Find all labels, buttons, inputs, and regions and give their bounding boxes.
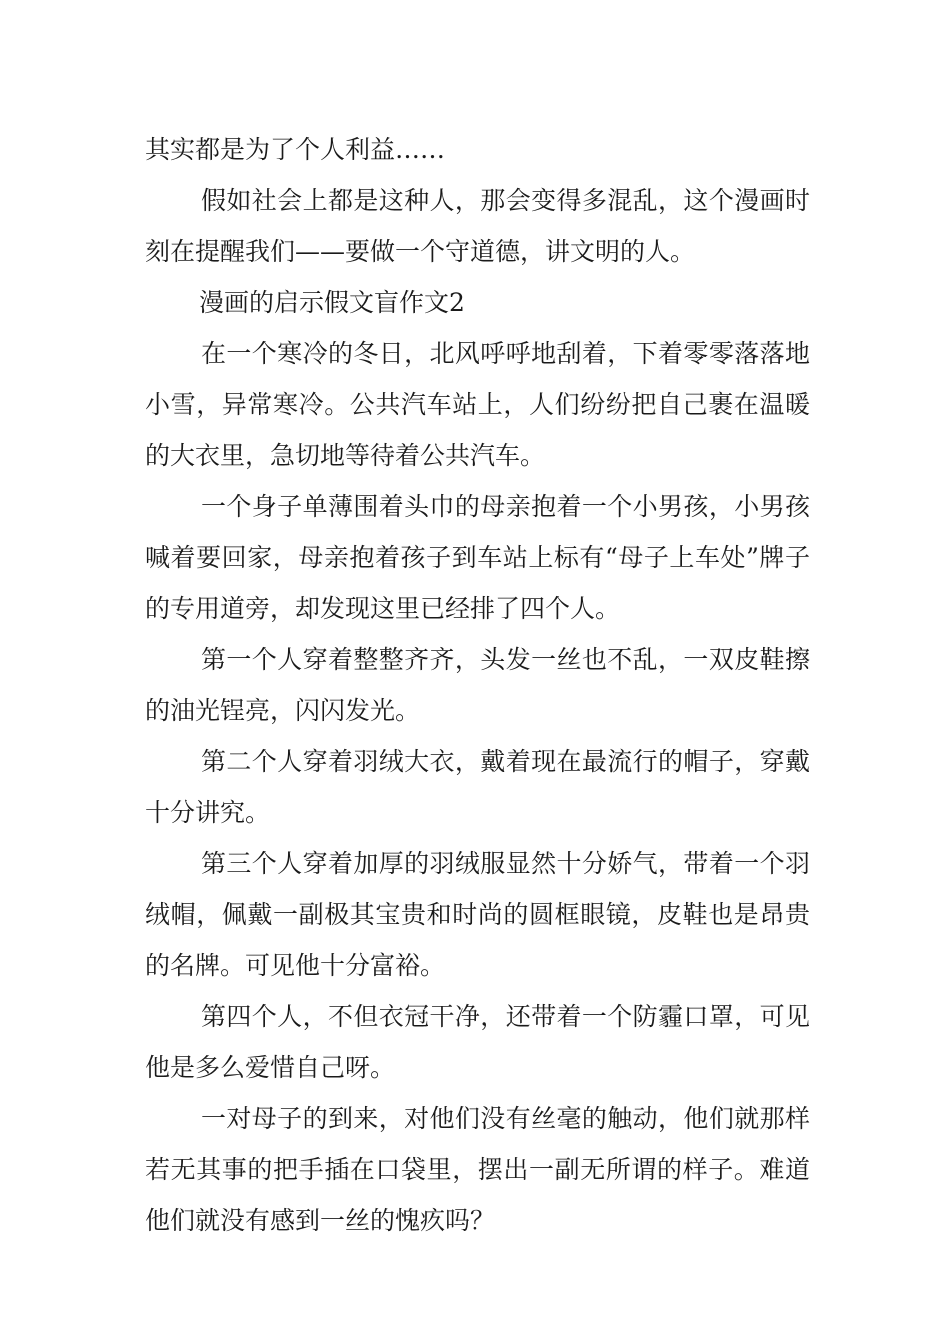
paragraph: 一对母子的到来，对他们没有丝毫的触动，他们就那样若无其事的把手插在口袋里，摆出一副无所谓的样子。难道他们就没有感到一丝的愧疚吗？: [145, 1104, 810, 1235]
section-heading: 漫画的启示假文盲作文2: [199, 288, 465, 317]
article-body: [145, 124, 810, 1246]
paragraph: 在一个寒冷的冬日，北风呼呼地刮着，下着零零落落地小雪，异常寒冷。公共汽车站上，人们纷纷把自己裹在温暖的大衣里，急切地等待着公共汽车。: [145, 339, 810, 470]
paragraph: 第二个人穿着羽绒大衣，戴着现在最流行的帽子，穿戴十分讲究。: [145, 747, 810, 827]
paragraph: 一个身子单薄围着头巾的母亲抱着一个小男孩，小男孩喊着要回家，母亲抱着孩子到车站上标有“母子上车处”牌子的专用道旁，却发现这里已经排了四个人。: [145, 492, 810, 623]
paragraph: 第三个人穿着加厚的羽绒服显然十分娇气，带着一个羽绒帽，佩戴一副极其宝贵和时尚的圆框眼镜，皮鞋也是昂贵的名牌。可见他十分富裕。: [145, 849, 810, 980]
paragraph-continuation: 其实都是为了个人利益……: [145, 135, 446, 164]
paragraph: 第四个人，不但衣冠干净，还带着一个防霾口罩，可见他是多么爱惜自己呀。: [145, 1002, 810, 1082]
paragraph: 假如社会上都是这种人，那会变得多混乱，这个漫画时刻在提醒我们——要做一个守道德，讲文明的人。: [145, 186, 810, 266]
paragraph: 第一个人穿着整整齐齐，头发一丝也不乱，一双皮鞋擦的油光锃亮，闪闪发光。: [145, 645, 810, 725]
